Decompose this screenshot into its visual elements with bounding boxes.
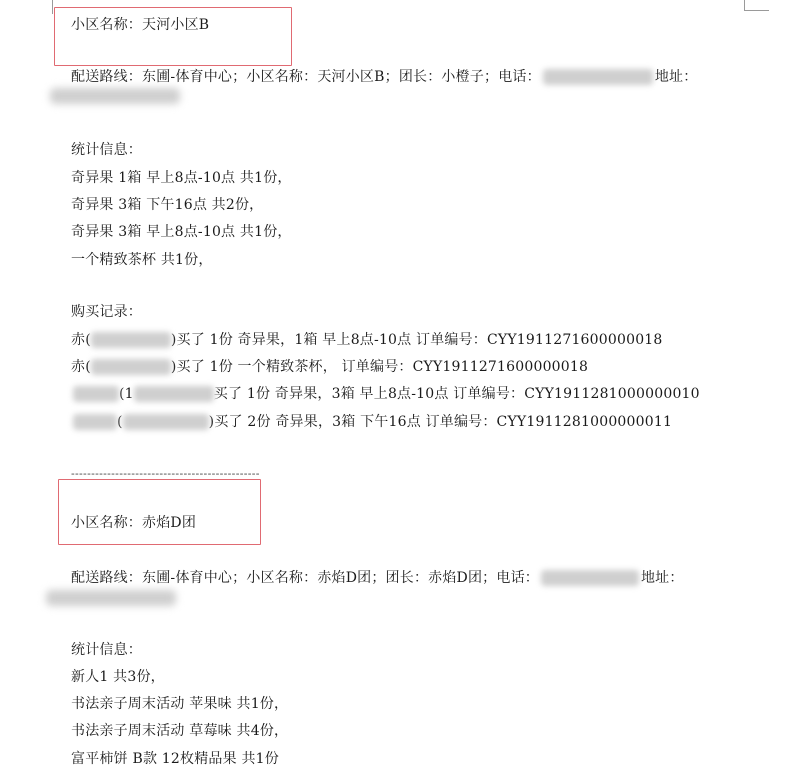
buyer-name: 赤( bbox=[71, 359, 91, 375]
stats-heading-2: 统计信息： bbox=[71, 642, 142, 658]
stats-item: 书法亲子周末活动 草莓味 共4份， bbox=[71, 723, 289, 739]
purchase-detail: )买了 1份 一个精致茶杯， 订单编号：CYY1911271600000018 bbox=[170, 359, 589, 375]
page-corner-mark-right bbox=[744, 0, 769, 11]
redacted-buyer-info bbox=[123, 414, 209, 430]
route-text: 配送路线：东圃-体育中心；小区名称：赤焰D团；团长：赤焰D团；电话： bbox=[71, 570, 539, 586]
stats-item: 奇异果 3箱 早上8点-10点 共1份， bbox=[71, 224, 292, 240]
purchase-heading: 购买记录： bbox=[71, 304, 142, 320]
buyer-name: 赤( bbox=[71, 332, 91, 348]
page-corner-mark-left bbox=[38, 0, 53, 14]
stats-item: 一个精致茶杯 共1份， bbox=[71, 252, 213, 268]
stats-heading-1: 统计信息： bbox=[71, 142, 142, 158]
purchase-record bbox=[73, 384, 700, 404]
route-address-label: 地址： bbox=[640, 570, 684, 586]
redacted-buyer-info bbox=[91, 332, 171, 348]
stats-item: 奇异果 3箱 下午16点 共2份， bbox=[71, 197, 264, 213]
route-address-label: 地址： bbox=[654, 69, 698, 85]
redacted-buyer-name bbox=[73, 386, 119, 402]
redacted-buyer-name bbox=[73, 414, 117, 430]
redacted-buyer-info bbox=[134, 386, 214, 402]
redacted-phone bbox=[541, 570, 639, 586]
stats-item: 书法亲子周末活动 苹果味 共1份， bbox=[71, 696, 289, 712]
route-line-2 bbox=[71, 568, 684, 588]
community-title-1: 小区名称：天河小区B bbox=[71, 17, 210, 33]
route-line-1 bbox=[71, 67, 697, 87]
buyer-name: (1 bbox=[119, 386, 134, 402]
purchase-detail: 买了 1份 奇异果，3箱 早上8点-10点 订单编号：CYY1911281000000010 bbox=[213, 386, 700, 402]
stats-item: 富平柿饼 B款 12枚精品果 共1份 bbox=[71, 751, 279, 767]
purchase-record bbox=[73, 412, 672, 432]
stats-item: 奇异果 1箱 早上8点-10点 共1份， bbox=[71, 170, 292, 186]
purchase-detail: )买了 1份 奇异果，1箱 早上8点-10点 订单编号：CYY1911271600000018 bbox=[170, 332, 663, 348]
route-text: 配送路线：东圃-体育中心；小区名称：天河小区B；团长：小橙子；电话： bbox=[71, 69, 541, 85]
buyer-name: ( bbox=[117, 414, 123, 430]
purchase-record bbox=[71, 330, 663, 350]
stats-item: 新人1 共3份， bbox=[71, 669, 165, 685]
redacted-phone bbox=[543, 69, 653, 85]
community-title-2: 小区名称：赤焰D团 bbox=[71, 515, 197, 531]
purchase-record bbox=[71, 357, 588, 377]
redacted-address bbox=[50, 88, 180, 104]
purchase-detail: )买了 2份 奇异果，3箱 下午16点 订单编号：CYY1911281000000011 bbox=[208, 414, 673, 430]
redacted-buyer-info bbox=[91, 359, 171, 375]
section-divider: ----------------------------------------------- bbox=[71, 467, 260, 480]
redacted-address bbox=[46, 590, 176, 606]
community-highlight-box-2 bbox=[58, 479, 261, 545]
